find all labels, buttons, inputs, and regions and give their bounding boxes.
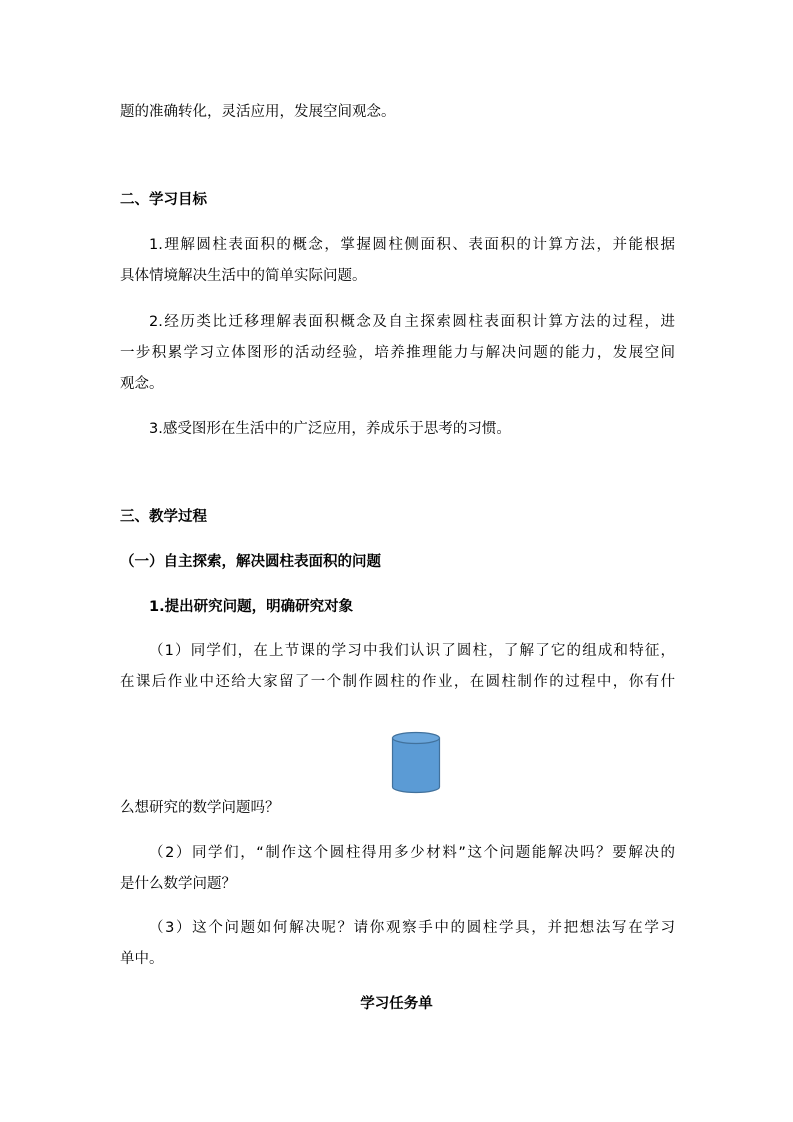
question-1-line-2: 在课后作业中还给大家留了一个制作圆柱的作业，在圆柱制作的过程中，你有什 [120,674,675,690]
goal-2-line-1: 2.经历类比迁移理解表面积概念及自主探索圆柱表面积计算方法的过程，进 [149,314,675,330]
task-sheet-title: 学习任务单 [360,996,433,1012]
paragraph-intro-end: 题的准确转化，灵活应用，发展空间观念。 [120,104,396,120]
goal-1-line-2: 具体情境解决生活中的简单实际问题。 [120,268,367,284]
section-heading-learning-goals: 二、学习目标 [120,192,207,208]
question-3-line-2: 单中。 [120,951,164,967]
step-1-heading: 1.提出研究问题，明确研究对象 [149,599,354,615]
goal-1-line-1: 1.理解圆柱表面积的概念，掌握圆柱侧面积、表面积的计算方法，并能根据 [149,237,675,253]
question-3-line-1: （3）这个问题如何解决呢？请你观察手中的圆柱学具，并把想法写在学习 [149,920,675,936]
cylinder-body [393,738,440,792]
cylinder-top [393,733,440,744]
question-2-line-1: （2）同学们，“制作这个圆柱得用多少材料”这个问题能解决吗？要解决的 [149,845,675,861]
goal-2-line-3: 观念。 [120,376,164,392]
goal-2-line-2: 一步积累学习立体图形的活动经验，培养推理能力与解决问题的能力，发展空间 [120,345,675,361]
question-2-line-2: 是什么数学问题？ [120,876,236,892]
section-heading-teaching-process: 三、教学过程 [120,509,207,525]
cylinder-figure [391,731,441,794]
question-1-line-1: （1）同学们，在上节课的学习中我们认识了圆柱，了解了它的组成和特征， [149,643,675,659]
goal-3-line-1: 3.感受图形在生活中的广泛应用，养成乐于思考的习惯。 [149,421,511,437]
question-1-line-3: 么想研究的数学问题吗？ [120,800,280,816]
subsection-heading-explore: （一）自主探索，解决圆柱表面积的问题 [120,554,381,570]
